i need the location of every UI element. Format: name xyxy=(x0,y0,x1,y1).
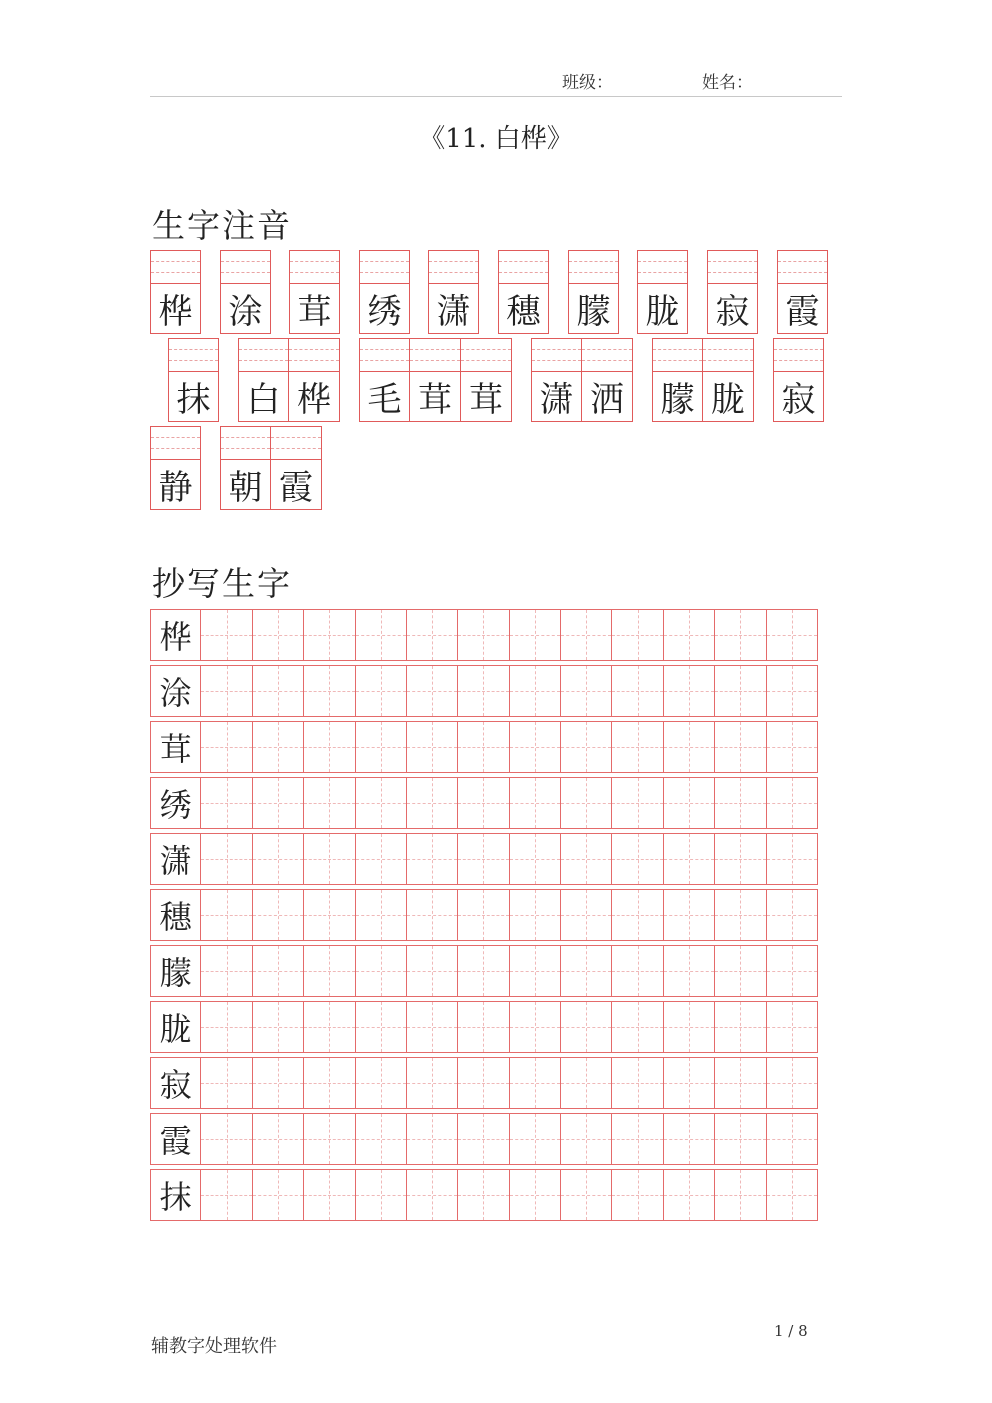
practice-cell[interactable] xyxy=(356,889,407,941)
practice-cell[interactable] xyxy=(612,833,663,885)
character-box: 抹 xyxy=(168,371,219,422)
single-character-group xyxy=(777,250,828,334)
practice-cell[interactable] xyxy=(304,665,355,717)
practice-cell[interactable] xyxy=(356,833,407,885)
single-character-group xyxy=(220,250,271,334)
pinyin-box[interactable] xyxy=(637,250,688,283)
practice-cell[interactable] xyxy=(201,945,252,997)
practice-cell[interactable] xyxy=(458,665,509,717)
pinyin-box[interactable] xyxy=(703,338,754,371)
pinyin-box[interactable] xyxy=(238,338,289,371)
pinyin-box[interactable] xyxy=(773,338,824,371)
practice-cell[interactable] xyxy=(767,777,818,829)
practice-cell[interactable] xyxy=(561,665,612,717)
character-cell xyxy=(289,250,340,334)
practice-cell[interactable] xyxy=(664,889,715,941)
practice-cell[interactable] xyxy=(664,833,715,885)
practice-cell[interactable] xyxy=(510,889,561,941)
model-character: 绣 xyxy=(151,778,200,828)
pinyin-box[interactable] xyxy=(289,338,340,371)
single-character-group xyxy=(498,250,549,334)
character-box: 茸 xyxy=(289,283,340,334)
practice-cell[interactable] xyxy=(407,833,458,885)
model-character-cell xyxy=(150,609,201,661)
character-cell xyxy=(168,338,219,422)
practice-row xyxy=(150,665,818,717)
practice-cell[interactable] xyxy=(561,777,612,829)
practice-cell[interactable] xyxy=(510,1113,561,1165)
character-cell xyxy=(359,250,410,334)
practice-row xyxy=(150,721,818,773)
practice-cell[interactable] xyxy=(304,1113,355,1165)
practice-cell[interactable] xyxy=(201,777,252,829)
practice-cell[interactable] xyxy=(253,889,304,941)
practice-cell[interactable] xyxy=(715,889,766,941)
model-character: 潇 xyxy=(151,834,200,884)
practice-cell[interactable] xyxy=(767,609,818,661)
practice-cell[interactable] xyxy=(664,1001,715,1053)
character-cell xyxy=(359,338,410,422)
practice-cell[interactable] xyxy=(767,1057,818,1109)
practice-cell[interactable] xyxy=(767,833,818,885)
practice-cell[interactable] xyxy=(612,609,663,661)
practice-cell[interactable] xyxy=(715,1001,766,1053)
character-box: 霞 xyxy=(271,459,322,510)
practice-cell[interactable] xyxy=(458,777,509,829)
character-cell xyxy=(637,250,688,334)
character-cell xyxy=(238,338,289,422)
practice-cell[interactable] xyxy=(253,1001,304,1053)
practice-cell[interactable] xyxy=(510,1001,561,1053)
practice-cell[interactable] xyxy=(612,1113,663,1165)
practice-cell[interactable] xyxy=(253,945,304,997)
practice-cell[interactable] xyxy=(715,833,766,885)
practice-cell[interactable] xyxy=(201,889,252,941)
character-box: 潇 xyxy=(531,371,582,422)
character-box: 茸 xyxy=(461,371,512,422)
word-group xyxy=(773,338,824,422)
practice-cell[interactable] xyxy=(664,945,715,997)
practice-cell[interactable] xyxy=(664,721,715,773)
practice-row xyxy=(150,945,818,997)
practice-cell[interactable] xyxy=(767,945,818,997)
practice-cell[interactable] xyxy=(612,1169,663,1221)
practice-cell[interactable] xyxy=(356,1113,407,1165)
practice-cell[interactable] xyxy=(407,1001,458,1053)
model-character-cell xyxy=(150,777,201,829)
section-title-copy: 抄写生字 xyxy=(152,564,292,603)
word-group xyxy=(220,426,322,510)
character-box: 胧 xyxy=(703,371,754,422)
single-character-group xyxy=(289,250,340,334)
practice-cell[interactable] xyxy=(304,945,355,997)
practice-cell[interactable] xyxy=(407,1113,458,1165)
name-label: 姓名： xyxy=(702,73,753,93)
single-character-group xyxy=(568,250,619,334)
model-character-cell xyxy=(150,1057,201,1109)
section-title-pinyin: 生字注音 xyxy=(152,206,292,245)
practice-cell[interactable] xyxy=(767,1169,818,1221)
practice-cell[interactable] xyxy=(612,945,663,997)
character-cell xyxy=(220,426,271,510)
practice-row xyxy=(150,833,818,885)
practice-cell[interactable] xyxy=(664,1113,715,1165)
practice-cell[interactable] xyxy=(201,1001,252,1053)
model-character-cell xyxy=(150,889,201,941)
practice-cell[interactable] xyxy=(715,1057,766,1109)
pinyin-box[interactable] xyxy=(777,250,828,283)
practice-cell[interactable] xyxy=(510,721,561,773)
practice-cell[interactable] xyxy=(664,665,715,717)
practice-cell[interactable] xyxy=(253,777,304,829)
pinyin-box[interactable] xyxy=(461,338,512,371)
practice-cell[interactable] xyxy=(510,777,561,829)
practice-cell[interactable] xyxy=(458,1001,509,1053)
character-cell xyxy=(652,338,703,422)
pinyin-box[interactable] xyxy=(582,338,633,371)
practice-cell[interactable] xyxy=(458,609,509,661)
page-number: 1 / 8 xyxy=(774,1322,808,1340)
word-group xyxy=(168,338,219,422)
practice-cell[interactable] xyxy=(407,721,458,773)
model-character: 桦 xyxy=(151,610,200,660)
practice-cell[interactable] xyxy=(561,1113,612,1165)
character-cell xyxy=(568,250,619,334)
practice-cell[interactable] xyxy=(767,721,818,773)
practice-cell[interactable] xyxy=(767,889,818,941)
practice-cell[interactable] xyxy=(664,1169,715,1221)
practice-cell[interactable] xyxy=(407,889,458,941)
practice-cell[interactable] xyxy=(253,833,304,885)
character-cell xyxy=(410,338,461,422)
practice-cell[interactable] xyxy=(767,665,818,717)
character-box: 朦 xyxy=(652,371,703,422)
pinyin-box[interactable] xyxy=(150,426,201,459)
practice-cell[interactable] xyxy=(561,1169,612,1221)
practice-cell[interactable] xyxy=(304,1001,355,1053)
practice-cell[interactable] xyxy=(201,665,252,717)
class-label: 班级： xyxy=(562,73,613,93)
model-character-cell xyxy=(150,665,201,717)
practice-cell[interactable] xyxy=(510,945,561,997)
single-character-group xyxy=(428,250,479,334)
practice-cell[interactable] xyxy=(407,609,458,661)
practice-cell[interactable] xyxy=(510,1169,561,1221)
practice-cell[interactable] xyxy=(356,665,407,717)
single-character-group xyxy=(150,250,201,334)
practice-cell[interactable] xyxy=(304,889,355,941)
model-character-cell xyxy=(150,1169,201,1221)
pinyin-box[interactable] xyxy=(498,250,549,283)
practice-cell[interactable] xyxy=(458,721,509,773)
character-cell xyxy=(271,426,322,510)
model-character-cell xyxy=(150,945,201,997)
model-character: 抹 xyxy=(151,1170,200,1220)
pinyin-box[interactable] xyxy=(707,250,758,283)
practice-cell[interactable] xyxy=(458,945,509,997)
character-box: 胧 xyxy=(637,283,688,334)
character-box: 洒 xyxy=(582,371,633,422)
single-character-group xyxy=(707,250,758,334)
model-character: 茸 xyxy=(151,722,200,772)
word-group xyxy=(150,426,201,510)
practice-row xyxy=(150,609,818,661)
pinyin-box[interactable] xyxy=(220,250,271,283)
practice-cell[interactable] xyxy=(510,665,561,717)
practice-cell[interactable] xyxy=(561,1001,612,1053)
model-character-cell xyxy=(150,721,201,773)
pinyin-box[interactable] xyxy=(220,426,271,459)
practice-row xyxy=(150,1057,818,1109)
header-divider xyxy=(150,96,842,97)
practice-cell[interactable] xyxy=(356,1001,407,1053)
practice-row xyxy=(150,1001,818,1053)
practice-cell[interactable] xyxy=(458,1169,509,1221)
word-group xyxy=(238,338,340,422)
practice-cell[interactable] xyxy=(253,665,304,717)
character-box: 朦 xyxy=(568,283,619,334)
pinyin-box[interactable] xyxy=(428,250,479,283)
character-cell xyxy=(461,338,512,422)
practice-cell[interactable] xyxy=(201,1169,252,1221)
practice-cell[interactable] xyxy=(561,721,612,773)
character-cell xyxy=(531,338,582,422)
character-cell xyxy=(773,338,824,422)
character-box: 白 xyxy=(238,371,289,422)
practice-cell[interactable] xyxy=(304,1057,355,1109)
model-character: 涂 xyxy=(151,666,200,716)
practice-cell[interactable] xyxy=(201,609,252,661)
practice-cell[interactable] xyxy=(201,1057,252,1109)
character-box: 静 xyxy=(150,459,201,510)
practice-cell[interactable] xyxy=(664,1057,715,1109)
practice-cell[interactable] xyxy=(407,1169,458,1221)
practice-cell[interactable] xyxy=(715,665,766,717)
character-box: 毛 xyxy=(359,371,410,422)
practice-cell[interactable] xyxy=(407,665,458,717)
practice-cell[interactable] xyxy=(510,1057,561,1109)
practice-cell[interactable] xyxy=(612,1057,663,1109)
single-character-group xyxy=(359,250,410,334)
practice-cell[interactable] xyxy=(304,1169,355,1221)
practice-cell[interactable] xyxy=(715,1113,766,1165)
practice-cell[interactable] xyxy=(201,721,252,773)
character-cell xyxy=(582,338,633,422)
model-character: 穗 xyxy=(151,890,200,940)
word-group xyxy=(531,338,633,422)
practice-cell[interactable] xyxy=(356,609,407,661)
pinyin-box[interactable] xyxy=(271,426,322,459)
practice-cell[interactable] xyxy=(561,889,612,941)
character-cell xyxy=(777,250,828,334)
document-title: 《11. 白桦》 xyxy=(419,124,573,154)
character-box: 桦 xyxy=(150,283,201,334)
practice-cell[interactable] xyxy=(664,777,715,829)
practice-cell[interactable] xyxy=(612,777,663,829)
character-box: 涂 xyxy=(220,283,271,334)
practice-cell[interactable] xyxy=(407,1057,458,1109)
practice-cell[interactable] xyxy=(407,777,458,829)
practice-cell[interactable] xyxy=(356,1057,407,1109)
character-cell xyxy=(289,338,340,422)
practice-row xyxy=(150,777,818,829)
practice-cell[interactable] xyxy=(304,721,355,773)
pinyin-box[interactable] xyxy=(531,338,582,371)
footer-software-name: 辅教字处理软件 xyxy=(151,1336,277,1357)
practice-cell[interactable] xyxy=(356,1169,407,1221)
practice-cell[interactable] xyxy=(561,945,612,997)
practice-cell[interactable] xyxy=(253,609,304,661)
character-cell xyxy=(150,426,201,510)
model-character-cell xyxy=(150,1113,201,1165)
pinyin-box[interactable] xyxy=(568,250,619,283)
practice-cell[interactable] xyxy=(510,609,561,661)
practice-cell[interactable] xyxy=(407,945,458,997)
character-box: 潇 xyxy=(428,283,479,334)
practice-cell[interactable] xyxy=(715,945,766,997)
pinyin-box[interactable] xyxy=(410,338,461,371)
model-character-cell xyxy=(150,833,201,885)
practice-cell[interactable] xyxy=(612,889,663,941)
pinyin-box[interactable] xyxy=(359,250,410,283)
character-cell xyxy=(498,250,549,334)
practice-cell[interactable] xyxy=(304,833,355,885)
practice-cell[interactable] xyxy=(715,721,766,773)
practice-cell[interactable] xyxy=(715,777,766,829)
character-cell xyxy=(707,250,758,334)
pinyin-box[interactable] xyxy=(652,338,703,371)
practice-cell[interactable] xyxy=(510,833,561,885)
practice-cell[interactable] xyxy=(253,1057,304,1109)
practice-cell[interactable] xyxy=(458,1113,509,1165)
model-character: 寂 xyxy=(151,1058,200,1108)
practice-cell[interactable] xyxy=(767,1001,818,1053)
practice-cell[interactable] xyxy=(201,1113,252,1165)
practice-row xyxy=(150,1113,818,1165)
character-box: 绣 xyxy=(359,283,410,334)
word-group xyxy=(652,338,754,422)
word-group xyxy=(359,338,512,422)
practice-cell[interactable] xyxy=(715,1169,766,1221)
practice-cell[interactable] xyxy=(304,777,355,829)
practice-cell[interactable] xyxy=(715,609,766,661)
character-box: 桦 xyxy=(289,371,340,422)
practice-cell[interactable] xyxy=(612,1001,663,1053)
practice-cell[interactable] xyxy=(253,1169,304,1221)
practice-row xyxy=(150,889,818,941)
character-box: 霞 xyxy=(777,283,828,334)
practice-cell[interactable] xyxy=(458,889,509,941)
character-cell xyxy=(703,338,754,422)
model-character: 霞 xyxy=(151,1114,200,1164)
practice-cell[interactable] xyxy=(304,609,355,661)
practice-cell[interactable] xyxy=(253,1113,304,1165)
practice-cell[interactable] xyxy=(767,1113,818,1165)
practice-row xyxy=(150,1169,818,1221)
practice-cell[interactable] xyxy=(561,609,612,661)
character-box: 寂 xyxy=(773,371,824,422)
character-box: 茸 xyxy=(410,371,461,422)
practice-cell[interactable] xyxy=(458,1057,509,1109)
pinyin-box[interactable] xyxy=(289,250,340,283)
character-box: 朝 xyxy=(220,459,271,510)
practice-cell[interactable] xyxy=(356,945,407,997)
character-cell xyxy=(220,250,271,334)
model-character: 胧 xyxy=(151,1002,200,1052)
practice-cell[interactable] xyxy=(612,665,663,717)
character-box: 寂 xyxy=(707,283,758,334)
pinyin-box[interactable] xyxy=(359,338,410,371)
pinyin-box[interactable] xyxy=(168,338,219,371)
practice-cell[interactable] xyxy=(561,1057,612,1109)
practice-cell[interactable] xyxy=(356,721,407,773)
practice-cell[interactable] xyxy=(201,833,252,885)
character-box: 穗 xyxy=(498,283,549,334)
model-character: 朦 xyxy=(151,946,200,996)
single-character-group xyxy=(637,250,688,334)
practice-cell[interactable] xyxy=(561,833,612,885)
practice-cell[interactable] xyxy=(356,777,407,829)
character-cell xyxy=(150,250,201,334)
practice-cell[interactable] xyxy=(664,609,715,661)
practice-cell[interactable] xyxy=(458,833,509,885)
practice-cell[interactable] xyxy=(253,721,304,773)
character-cell xyxy=(428,250,479,334)
pinyin-box[interactable] xyxy=(150,250,201,283)
model-character-cell xyxy=(150,1001,201,1053)
practice-cell[interactable] xyxy=(612,721,663,773)
